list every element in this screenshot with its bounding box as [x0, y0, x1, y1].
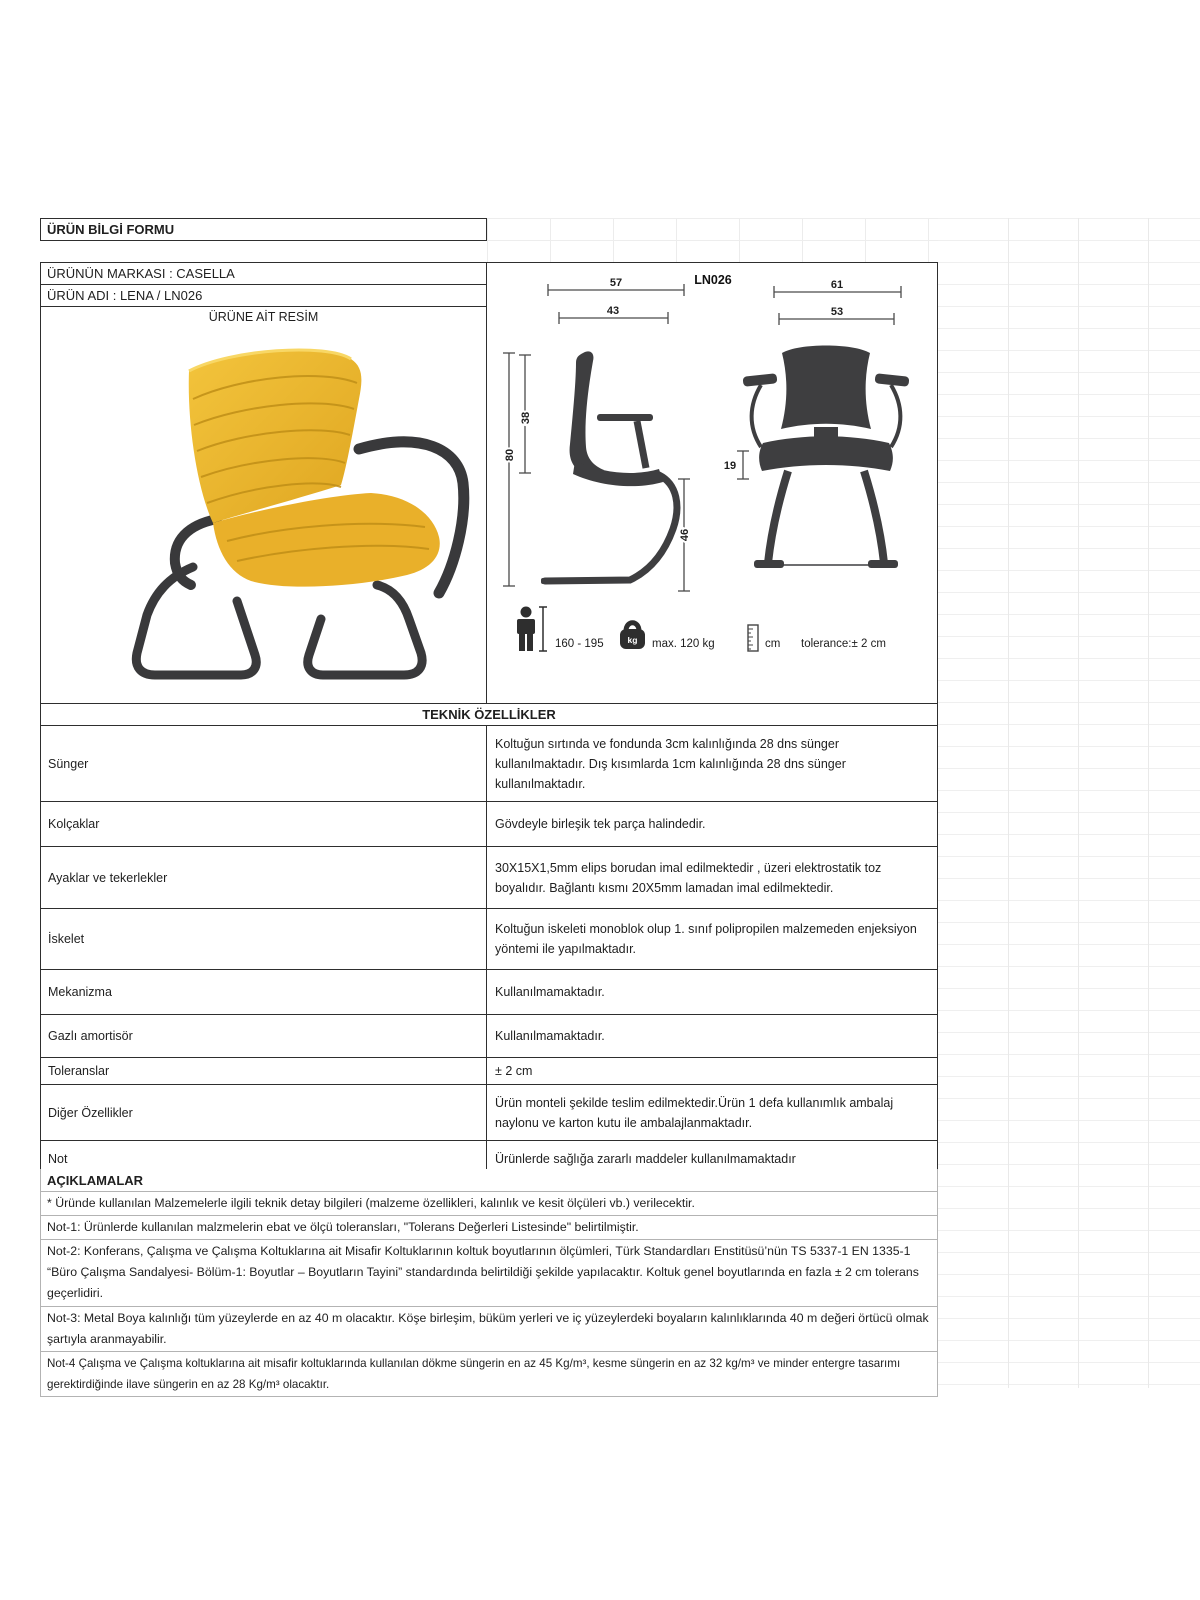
- note-item: Not-4 Çalışma ve Çalışma koltuklarına ait misafir koltuklarında kullanılan dökme süngerin en az 45 Kg/m³, kesme süngerin en az 32 kg/m³ ve minder entergre tasarımı gerektirdiğinde ilave süngerin en az 28 Kg/m³ olacaktır.: [41, 1352, 937, 1397]
- side-view-drawing: [541, 351, 677, 584]
- grid-vline: [1078, 218, 1079, 1388]
- spec-label: Ayaklar ve tekerlekler: [41, 847, 487, 908]
- product-name-row: ÜRÜN ADI : LENA / LN026: [40, 284, 487, 307]
- spec-value: ± 2 cm: [495, 1064, 533, 1078]
- spec-label: Not: [41, 1141, 487, 1177]
- weight-icon: [620, 623, 645, 649]
- table-row: [41, 1085, 937, 1141]
- table-row: [41, 970, 937, 1015]
- spec-value: Kullanılmamaktadır.: [495, 1029, 605, 1043]
- spec-label: Gazlı amortisör: [41, 1015, 487, 1057]
- spec-value: Ürün monteli şekilde teslim edilmektedir.Ürün 1 defa kullanımlık ambalaj naylonu ve karton kutu ile ambalajlanmaktadır.: [495, 1095, 894, 1130]
- spec-label: Toleranslar: [41, 1058, 487, 1084]
- grid-vline: [1148, 218, 1149, 1388]
- note-item: * Üründe kullanılan Malzemelerle ilgili teknik detay bilgileri (malzeme özellikleri, kalınlık ve kesit ölçüleri vb.) verilecektir.: [41, 1192, 937, 1216]
- product-image-box: [40, 306, 487, 704]
- form-title: ÜRÜN BİLGİ FORMU: [40, 218, 487, 241]
- spec-label: Sünger: [41, 726, 487, 801]
- tech-specs-header: TEKNİK ÖZELLİKLER: [40, 703, 938, 726]
- person-icon: [517, 607, 535, 652]
- dim-arm-gap: 19: [723, 460, 737, 472]
- person-range-label: 160 - 195: [555, 638, 604, 650]
- table-row: [41, 1058, 937, 1085]
- max-weight-label: max. 120 kg: [652, 638, 715, 650]
- table-row: [41, 847, 937, 909]
- tech-specs-table: [40, 725, 938, 1178]
- spec-label: Kolçaklar: [41, 802, 487, 846]
- table-row: [41, 1015, 937, 1058]
- grid-right-strip: [938, 218, 1200, 1388]
- image-caption: ÜRÜNE AİT RESİM: [208, 310, 319, 324]
- note-item: Not-2: Konferans, Çalışma ve Çalışma Koltuklarına ait Misafir Koltuklarının koltuk boyutlarının ölçümleri, Türk Standardları Enstitüsü’nün TS 5337-1 EN 1335-1 “Büro Çalışma Sandalyesi- Bölüm-1: Boyutlar – Boyutların Tayini” standardında belirtildiği şekilde yapılacaktır. Koltuk genel boyutlarında en fazla ± 2 cm tolerans geçerlidiri.: [41, 1240, 937, 1307]
- dim-total-height: 80: [504, 448, 516, 462]
- front-view-drawing: [743, 346, 910, 569]
- weight-kg-label: kg: [627, 635, 638, 645]
- spec-label: İskelet: [41, 909, 487, 969]
- table-row: [41, 909, 937, 970]
- height-measure-line: [539, 607, 547, 651]
- table-row: [41, 726, 937, 802]
- dim-front-width-outer: 61: [830, 279, 844, 291]
- technical-drawing: [487, 263, 937, 703]
- model-code: LN026: [694, 273, 732, 287]
- spec-value: Koltuğun sırtında ve fondunda 3cm kalınlığında 28 dns sünger kullanılmaktadır. Dış kısımlarda 1cm kalınlığında 28 dns sünger kullanılmaktadır.: [495, 736, 846, 791]
- table-row: [41, 802, 937, 847]
- notes-header: AÇIKLAMALAR: [41, 1169, 937, 1192]
- technical-drawing-box: [486, 262, 938, 704]
- dim-front-width-inner: 53: [830, 306, 844, 318]
- dim-seat-height: 46: [679, 528, 691, 542]
- brand-row: ÜRÜNÜN MARKASI : CASELLA: [40, 262, 487, 285]
- spec-value: 30X15X1,5mm elips borudan imal edilmektedir , üzeri elektrostatik toz boyalıdır. Bağlantı kısmı 20X5mm lamadan imal edilmektedir.: [495, 860, 882, 895]
- dim-side-width-inner: 43: [606, 305, 620, 317]
- notes-section: [40, 1169, 938, 1397]
- legend-row: [517, 607, 886, 652]
- chair-photo: [41, 327, 486, 703]
- spec-label: Mekanizma: [41, 970, 487, 1014]
- note-item: Not-3: Metal Boya kalınlığı tüm yüzeylerde en az 40 m olacaktır. Köşe birleşim, büküm yerleri ve iç yüzeylerdeki boyaların kalınlıklarında 40 m değeri örtücü olmak şartıyla aranmayabilir.: [41, 1307, 937, 1352]
- chair-right-sled-leg: [308, 585, 422, 675]
- spec-value: Kullanılmamaktadır.: [495, 985, 605, 999]
- spec-value: Koltuğun iskeleti monoblok olup 1. sınıf polipropilen malzemeden enjeksiyon yöntemi ile yapılmaktadır.: [495, 922, 917, 956]
- dim-side-width-outer: 57: [609, 277, 623, 289]
- dim-back-height: 38: [520, 411, 532, 425]
- chair-left-sled-leg: [136, 567, 256, 675]
- grid-vline: [1008, 218, 1009, 1388]
- unit-label: cm: [765, 638, 781, 650]
- note-item: Not-1: Ürünlerde kullanılan malzmelerin ebat ve ölçü toleransları, "Tolerans Değerleri Listesinde" belirtilmiştir.: [41, 1216, 937, 1240]
- tolerance-label: tolerance:± 2 cm: [801, 638, 886, 650]
- spec-label: Diğer Özellikler: [41, 1085, 487, 1140]
- spec-value: Ürünlerde sağlığa zararlı maddeler kullanılmamaktadır: [495, 1152, 796, 1166]
- ruler-icon: [748, 625, 758, 651]
- spec-value: Gövdeyle birleşik tek parça halindedir.: [495, 817, 706, 831]
